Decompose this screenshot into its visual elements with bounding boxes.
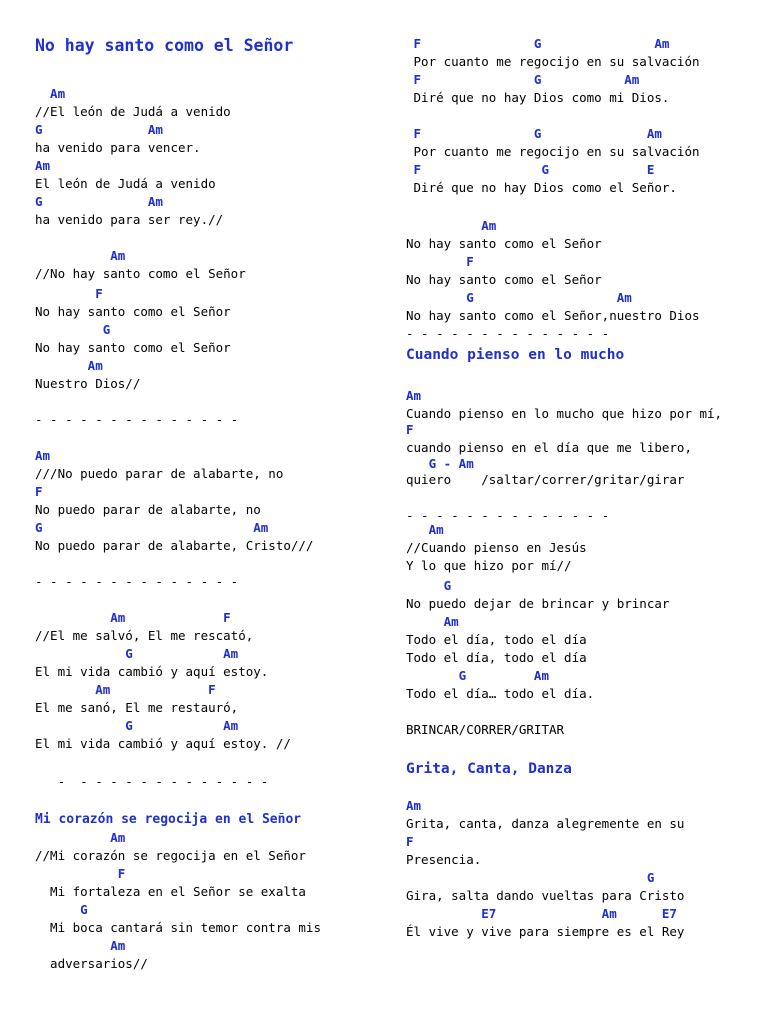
chord-line: Am F: [35, 682, 216, 697]
lyric-line: Todo el día, todo el día: [406, 650, 587, 665]
lyric-line: No hay santo como el Señor: [35, 304, 231, 319]
lyric-line: Mi boca cantará sin temor contra mis: [35, 920, 321, 935]
chord-line: G Am: [35, 194, 163, 209]
lyric-line: El mi vida cambió y aquí estoy.: [35, 664, 269, 679]
lyric-line: ha venido para ser rey.//: [35, 212, 224, 227]
lyric-line: //No hay santo como el Señor: [35, 266, 246, 281]
lyric-line: El me sanó, El me restauró,: [35, 700, 239, 715]
lyric-line: Todo el día… todo el día.: [406, 686, 595, 701]
lyric-line: No hay santo como el Señor,nuestro Dios: [406, 308, 700, 323]
chord-line: G: [406, 870, 655, 885]
chord-line: Am: [406, 218, 497, 233]
chord-line: G Am: [406, 668, 549, 683]
lyric-line: Por cuanto me regocijo en su salvación: [406, 54, 700, 69]
lyric-line: BRINCAR/CORRER/GRITAR: [406, 722, 565, 737]
song-title: No hay santo como el Señor: [35, 36, 294, 55]
lyric-line: ha venido para vencer.: [35, 140, 201, 155]
chord-line: F: [406, 254, 474, 269]
lyric-line: - - - - - - - - - - - - - -: [406, 508, 610, 523]
lyric-line: Presencia.: [406, 852, 482, 867]
chord-line: F G Am: [406, 126, 662, 141]
song-title: Cuando pienso en lo mucho: [406, 347, 625, 363]
lyric-line: No puedo parar de alabarte, no: [35, 502, 261, 517]
chord-line: G Am: [406, 290, 632, 305]
chord-line: F: [406, 422, 414, 437]
lyric-line: Él vive y vive para siempre es el Rey: [406, 924, 685, 939]
lyric-line: Todo el día, todo el día: [406, 632, 587, 647]
chord-line: G Am: [35, 122, 163, 137]
lyric-line: cuando pienso en el día que me libero,: [406, 440, 692, 455]
lyric-line: El mi vida cambió y aquí estoy. //: [35, 736, 291, 751]
song-title: Mi corazón se regocija en el Señor: [35, 812, 302, 827]
chord-line: Am: [35, 86, 66, 101]
chord-line: G - Am: [406, 456, 474, 471]
chord-line: G: [35, 902, 88, 917]
chord-line: F G Am: [406, 36, 670, 51]
lyric-line: No puedo parar de alabarte, Cristo///: [35, 538, 314, 553]
chord-line: Am: [406, 388, 422, 403]
lyric-line: No hay santo como el Señor: [35, 340, 231, 355]
lyric-line: No puedo dejar de brincar y brincar: [406, 596, 670, 611]
lyric-line: Cuando pienso en lo mucho que hizo por mí,: [406, 406, 723, 421]
chord-line: Am: [35, 158, 51, 173]
chord-line: G Am: [35, 718, 239, 733]
lyric-line: Mi fortaleza en el Señor se exalta: [35, 884, 306, 899]
chord-line: F: [35, 484, 43, 499]
chord-line: E7 Am E7: [406, 906, 677, 921]
lyric-line: //Mi corazón se regocija en el Señor: [35, 848, 306, 863]
chord-line: Am: [35, 358, 103, 373]
lyric-line: Gira, salta dando vueltas para Cristo: [406, 888, 685, 903]
lyric-line: - - - - - - - - - - - - - -: [35, 574, 239, 589]
chord-line: G: [406, 578, 452, 593]
lyric-line: //Cuando pienso en Jesús: [406, 540, 587, 555]
chord-line: F: [35, 866, 126, 881]
chord-line: Am: [35, 248, 126, 263]
chord-line: Am: [35, 448, 51, 463]
lyric-line: Diré que no hay Dios como mi Dios.: [406, 90, 670, 105]
lyric-line: No hay santo como el Señor: [406, 236, 602, 251]
lyric-line: - - - - - - - - - - - - - -: [35, 412, 239, 427]
chord-line: F G Am: [406, 72, 640, 87]
chord-line: F: [35, 286, 103, 301]
lyric-line: ///No puedo parar de alabarte, no: [35, 466, 284, 481]
chord-line: Am: [35, 830, 126, 845]
chord-line: Am F: [35, 610, 231, 625]
chord-line: G Am: [35, 520, 269, 535]
lyric-line: Grita, canta, danza alegremente en su: [406, 816, 685, 831]
song-title: Grita, Canta, Danza: [406, 761, 572, 777]
lyric-line: Por cuanto me regocijo en su salvación: [406, 144, 700, 159]
chord-line: F: [406, 834, 414, 849]
lyric-line: Nuestro Dios//: [35, 376, 141, 391]
lyric-line: El león de Judá a venido: [35, 176, 216, 191]
chord-line: F G E: [406, 162, 655, 177]
lyric-line: Diré que no hay Dios como el Señor.: [406, 180, 677, 195]
lyric-line: adversarios//: [35, 956, 148, 971]
chord-line: Am: [406, 522, 444, 537]
lyric-line: //El me salvó, El me rescató,: [35, 628, 254, 643]
lyric-line: quiero /saltar/correr/gritar/girar: [406, 472, 685, 487]
lyric-line: - - - - - - - - - - - - - -: [35, 774, 269, 789]
chord-line: G: [35, 322, 111, 337]
lyric-line: - - - - - - - - - - - - - -: [406, 326, 610, 341]
lyric-line: Y lo que hizo por mí//: [406, 558, 572, 573]
chord-line: Am: [406, 798, 422, 813]
lyric-line: //El león de Judá a venido: [35, 104, 231, 119]
lyric-line: No hay santo como el Señor: [406, 272, 602, 287]
chord-line: Am: [35, 938, 126, 953]
chord-line: Am: [406, 614, 459, 629]
chord-line: G Am: [35, 646, 239, 661]
